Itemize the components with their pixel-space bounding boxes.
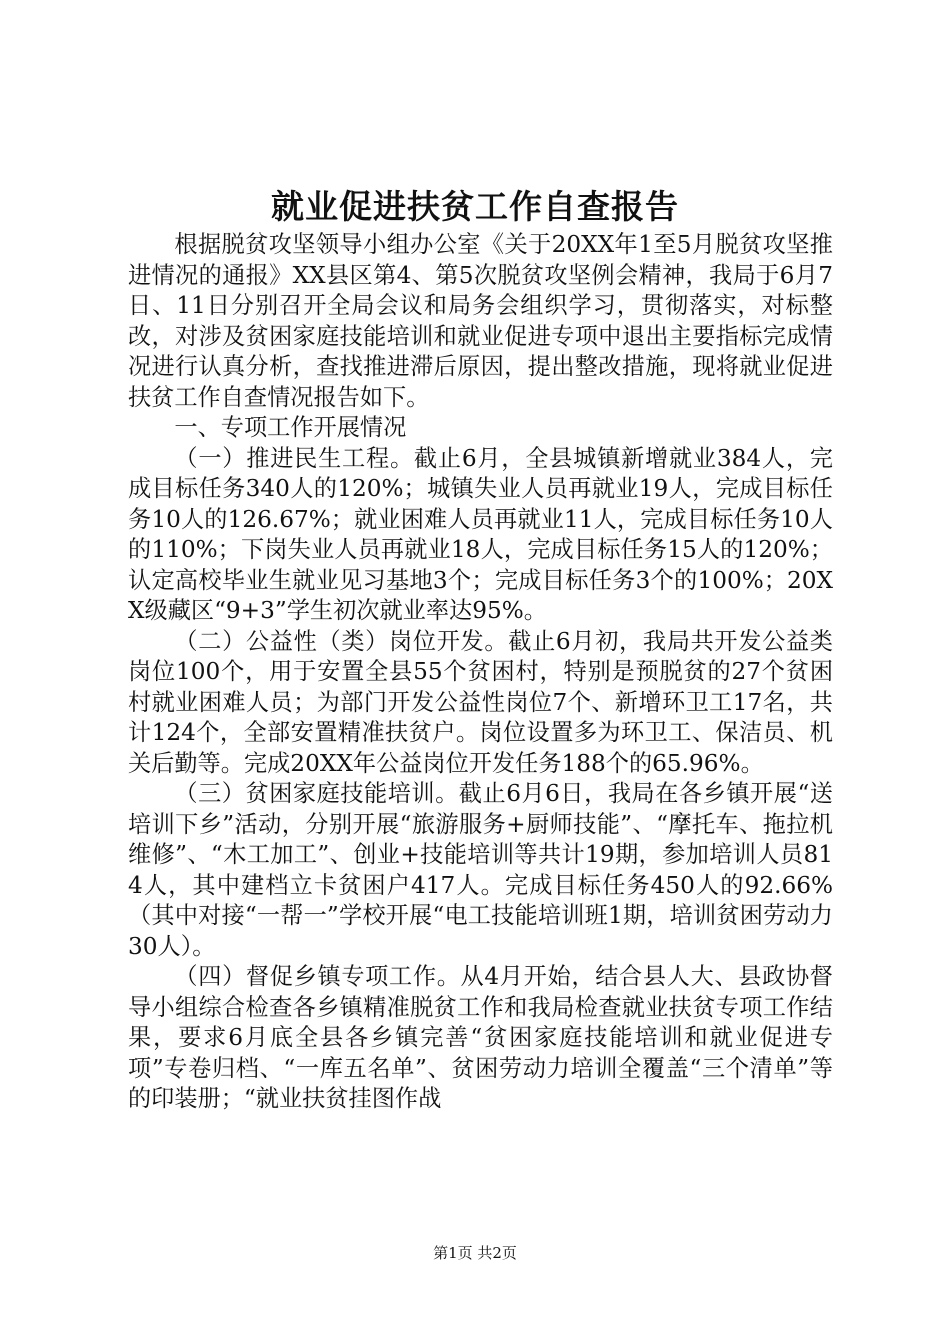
section-heading: 一、专项工作开展情况 [174, 414, 407, 441]
document-title: 就业促进扶贫工作自查报告 [271, 187, 679, 226]
paragraph-item-4: （四）督促乡镇专项工作。从4月开始，结合县人大、县政协督导小组综合检查各乡镇精准脱贫工作和我局检查就业扶贫专项工作结果，要求6月底全县各乡镇完善“贫困家庭技能培训和就业促进专项”专卷归档、“一库五名单”、贫困劳动力培训全覆盖“三个清单”等的印装册；“就业扶贫挂图作战 [128, 963, 833, 1112]
intro-paragraph: 根据脱贫攻坚领导小组办公室《关于20XX年1至5月脱贫攻坚推进情况的通报》XX县区第4、第5次脱贫攻坚例会精神，我局于6月7日、11日分别召开全局会议和局务会组织学习，贯彻落实，对标整改，对涉及贫困家庭技能培训和就业促进专项中退出主要指标完成情况进行认真分析，查找推进滞后原因，提出整改措施，现将就业促进扶贫工作自查情况报告如下。 [128, 231, 833, 411]
page-indicator: 第1页 共2页 [433, 1244, 517, 1262]
page-footer [0, 1243, 950, 1263]
paragraph-item-3: （三）贫困家庭技能培训。截止6月6日，我局在各乡镇开展“送培训下乡”活动，分别开展“旅游服务+厨师技能”、“摩托车、拖拉机维修”、“木工加工”、创业+技能培训等共计19期，参加培训人员814人，其中建档立卡贫困户417人。完成目标任务450人的92.66%（其中对接“一帮一”学校开展“电工技能培训班1期，培训贫困劳动力30人）。 [128, 780, 833, 960]
paragraph-item-1: （一）推进民生工程。截止6月，全县城镇新增就业384人，完成目标任务340人的120%；城镇失业人员再就业19人，完成目标任务10人的126.67%；就业困难人员再就业11人，完成目标任务10人的110%；下岗失业人员再就业18人，完成目标任务15人的120%；认定高校毕业生就业见习基地3个；完成目标任务3个的100%；20XX级藏区“9+3”学生初次就业率达95%。 [128, 444, 833, 624]
paragraph-item-2: （二）公益性（类）岗位开发。截止6月初，我局共开发公益类岗位100个，用于安置全县55个贫困村，特别是预脱贫的27个贫困村就业困难人员；为部门开发公益性岗位7个、新增环卫工17名，共计124个，全部安置精准扶贫户。岗位设置多为环卫工、保洁员、机关后勤等。完成20XX年公益岗位开发任务188个的65.96%。 [128, 627, 833, 777]
document-body [128, 230, 833, 1115]
